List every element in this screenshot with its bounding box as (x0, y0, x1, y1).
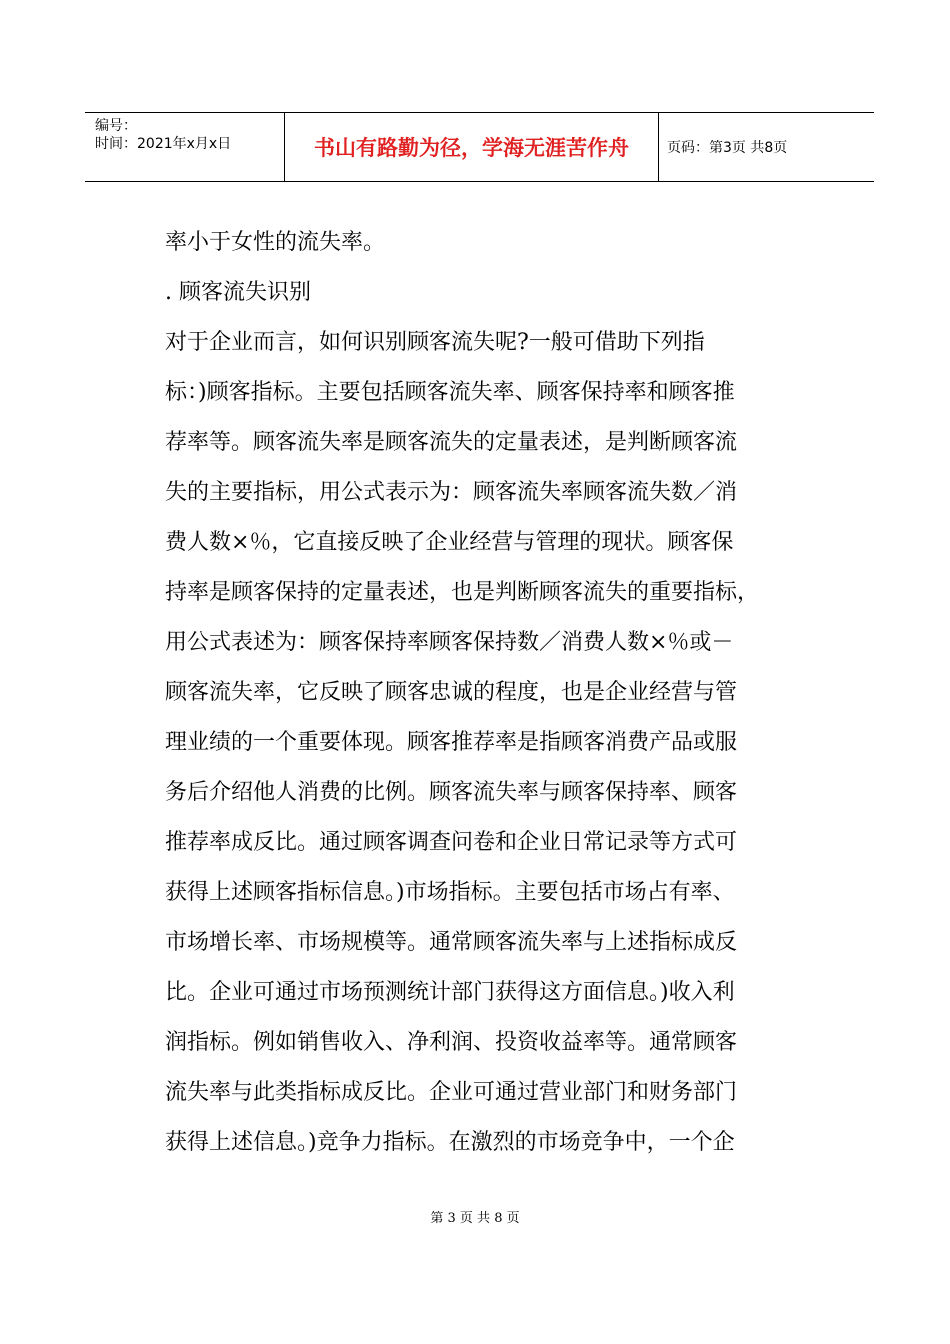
body-line: 润指标。例如销售收入、净利润、投资收益率等。通常顾客 (165, 1030, 738, 1055)
page-header (85, 112, 874, 182)
page-footer: 第 3 页 共 8 页 (430, 1211, 520, 1226)
section-heading: . 顾客流失识别 (165, 280, 311, 305)
header-meta (85, 113, 284, 181)
body-line: 获得上述信息。)竞争力指标。在激烈的市场竞争中，一个企 (165, 1130, 735, 1155)
header-page-code: 页码：第3页 共8页 (667, 140, 788, 156)
body-line: 理业绩的一个重要体现。顾客推荐率是指顾客消费产品或服 (165, 730, 738, 755)
body-line: 对于企业而言，如何识别顾客流失呢?一般可借助下列指 (165, 330, 705, 355)
body-line: 市场增长率、市场规模等。通常顾客流失率与上述指标成反 (165, 930, 738, 955)
body-line: 务后介绍他人消费的比例。顾客流失率与顾客保持率、顾客 (165, 780, 738, 805)
document-number-label: 编号： (95, 118, 137, 134)
body-line: 费人数×％，它直接反映了企业经营与管理的现状。顾客保 (165, 530, 734, 555)
body-line: 用公式表述为：顾客保持率顾客保持数／消费人数×％或－ (165, 630, 734, 655)
body-line: 持率是顾客保持的定量表述，也是判断顾客流失的重要指标， (165, 580, 760, 605)
body-line: 标：)顾客指标。主要包括顾客流失率、顾客保持率和顾客推 (165, 380, 735, 405)
body-line: 推荐率成反比。通过顾客调查问卷和企业日常记录等方式可 (165, 830, 738, 855)
body-line: 荐率等。顾客流失率是顾客流失的定量表述，是判断顾客流 (165, 430, 738, 455)
body-line: 流失率与此类指标成反比。企业可通过营业部门和财务部门 (165, 1080, 738, 1105)
body-line: 率小于女性的流失率。 (165, 230, 386, 255)
header-divider (658, 113, 659, 181)
body-line: 失的主要指标，用公式表示为：顾客流失率顾客流失数／消 (165, 480, 738, 505)
document-time-label: 时间：2021年x月x日 (95, 136, 232, 152)
header-motto: 书山有路勤为径，学海无涯苦作舟 (314, 136, 629, 160)
body-line: 顾客流失率，它反映了顾客忠诚的程度，也是企业经营与管 (165, 680, 738, 705)
document-body (165, 218, 805, 1168)
body-line: 比。企业可通过市场预测统计部门获得这方面信息。)收入利 (165, 980, 735, 1005)
body-line: 获得上述顾客指标信息。)市场指标。主要包括市场占有率、 (165, 880, 735, 905)
